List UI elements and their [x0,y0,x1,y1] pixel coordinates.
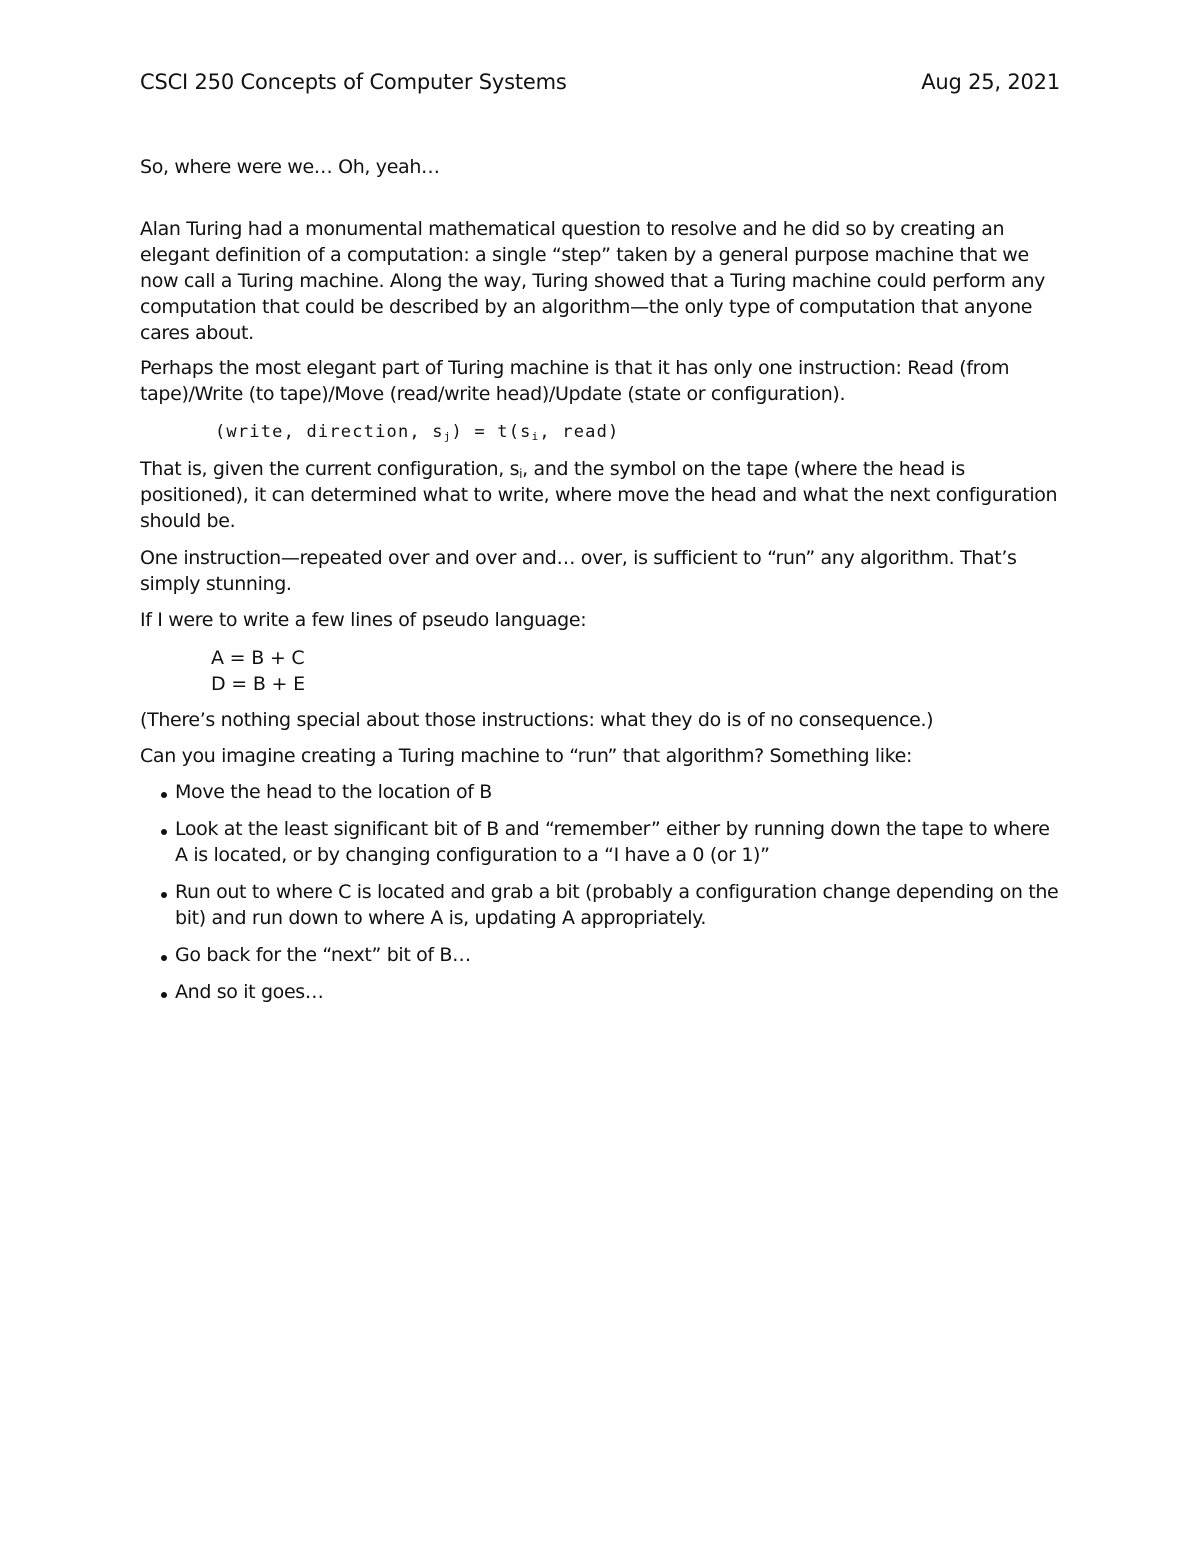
one-instruction-paragraph: One instruction—repeated over and over and… over, is sufficient to “run” any algorithm. That’s simply stunning. [140,547,1017,595]
nothing-special-paragraph: (There’s nothing special about those instructions: what they do is of no consequence.) [140,709,934,731]
instruction-paragraph: Perhaps the most elegant part of Turing machine is that it has only one instruction: Read (from tape)/Write (to tape)/Move (read/write head)/Update (state or configuration). [140,357,1010,405]
configuration-sub-i: i [519,467,523,481]
configuration-text-before: That is, given the current configuration, s [140,458,520,480]
steps-list [140,779,1060,1005]
document-page [140,70,1060,1016]
bullet-icon [161,955,167,961]
lecture-date: Aug 25, 2021 [921,70,1060,94]
course-title: CSCI 250 Concepts of Computer Systems [140,70,567,94]
formula-sub-i: i [531,430,540,443]
transition-formula [215,419,1060,445]
configuration-paragraph [140,456,1060,534]
bullet-icon [161,792,167,798]
list-item [140,979,1060,1005]
formula-rhs: , read) [539,422,620,442]
pseudo-intro-paragraph: If I were to write a few lines of pseudo language: [140,609,587,631]
list-item [140,942,1060,968]
list-item [140,779,1060,805]
imagine-paragraph: Can you imagine creating a Turing machine to “run” that algorithm? Something like: [140,745,913,767]
bullet-icon [161,992,167,998]
intro-paragraph: So, where were we… Oh, yeah… [140,156,440,178]
formula-mid: ) = t(s [451,422,532,442]
pseudo-line: D = B + E [211,673,305,695]
list-item-text: And so it goes… [175,981,324,1003]
formula-lhs: (write, direction, s [215,422,444,442]
list-item [140,879,1060,931]
list-item-text: Look at the least significant bit of B and “remember” either by running down the tape to where A is located, or by changing configuration to a “I have a 0 (or 1)” [175,818,1050,866]
list-item-text: Run out to where C is located and grab a bit (probably a configuration change depending on the bit) and run down to where A is, updating A appropriately. [175,881,1059,929]
pseudo-line: A = B + C [211,647,305,669]
list-item-text: Go back for the “next” bit of B… [175,944,471,966]
formula-sub-j: j [443,430,452,443]
list-item [140,816,1060,868]
turing-paragraph: Alan Turing had a monumental mathematical question to resolve and he did so by creating an elegant definition of a computation: a single “step” taken by a general purpose machine that we now call a Turing machine. Along the way, Turing showed that a Turing machine could perform any computation that could be described by an algorithm—the only type of computation that anyone cares about. [140,218,1046,344]
pseudo-code-block [211,645,1060,697]
configuration-text-after: , and the symbol on the tape (where the head is positioned), it can determined what to write, where move the head and what the next configuration should be. [140,458,1058,532]
bullet-icon [161,892,167,898]
bullet-icon [161,829,167,835]
page-header [140,70,1060,106]
list-item-text: Move the head to the location of B [175,781,492,803]
